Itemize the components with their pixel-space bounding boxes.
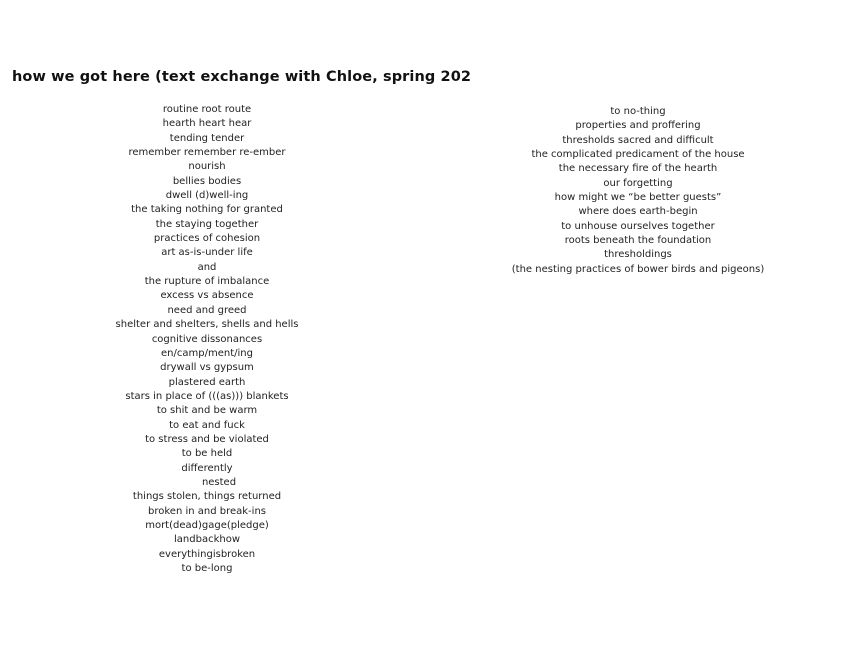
poem-line: to eat and fuck [169,419,245,431]
poem-column-right [488,105,788,277]
poem-line: to shit and be warm [156,405,258,417]
poem-line: excess vs absence [160,290,254,302]
poem-line: art as-is-under life [161,247,253,259]
poem-line: our forgetting [603,177,673,189]
poem-line: dwell (d)well-ing [165,190,249,202]
poem-line: drywall vs gypsum [160,362,254,374]
poem-line: tending tender [169,132,245,144]
poem-line: need and greed [167,304,247,316]
poem-line: shelter and shelters, shells and hells [115,319,299,331]
poem-line: practices of cohesion [153,233,261,245]
poem-line: roots beneath the foundation [564,235,712,247]
poem-line: properties and proffering [575,120,701,132]
poem-line: bellies bodies [172,175,242,187]
poem-line: and [197,261,217,273]
poem-column-left [57,103,357,576]
poem-line: to stress and be violated [145,433,269,445]
poem-line: to be held [181,448,233,460]
poem-line: en/camp/ment/ing [161,347,253,359]
poem-line: nested [201,476,237,488]
poem-line: everythingisbroken [158,548,256,560]
poem-line: the staying together [155,218,259,230]
poem-line: remember remember re-ember [128,147,286,159]
poem-line: the taking nothing for granted [131,204,283,216]
poem-line: things stolen, things returned [132,491,282,503]
poem-line: to no-thing [610,106,666,117]
poem-line: to be-long [181,563,233,574]
poem-line: thresholdings [604,249,672,261]
poem-line: how might we “be better guests” [554,192,722,204]
poem-line: the necessary fire of the hearth [558,163,718,175]
poem-line: mort(dead)gage(pledge) [145,519,269,531]
poem-line: stars in place of (((as))) blankets [125,390,289,402]
poem-line: to unhouse ourselves together [561,220,715,232]
poem-line: the rupture of imbalance [144,276,270,288]
poem-line: landbackhow [174,534,240,546]
poem-line: where does earth-begin [578,206,698,218]
poem-line: routine root route [162,104,252,115]
poem-line: cognitive dissonances [151,333,263,345]
poem-line: differently [181,462,233,474]
poem-line: thresholds sacred and difficult [562,134,714,146]
poem-line: plastered earth [168,376,246,388]
poem-line: the complicated predicament of the house [531,149,745,161]
poem-line: broken in and break-ins [148,505,266,517]
poem-line: hearth heart hear [162,118,252,130]
poem-line: nourish [188,161,226,173]
poem-line: (the nesting practices of bower birds and pigeons) [511,263,765,275]
page-title: how we got here (text exchange with Chloe, spring 202 [12,69,472,85]
